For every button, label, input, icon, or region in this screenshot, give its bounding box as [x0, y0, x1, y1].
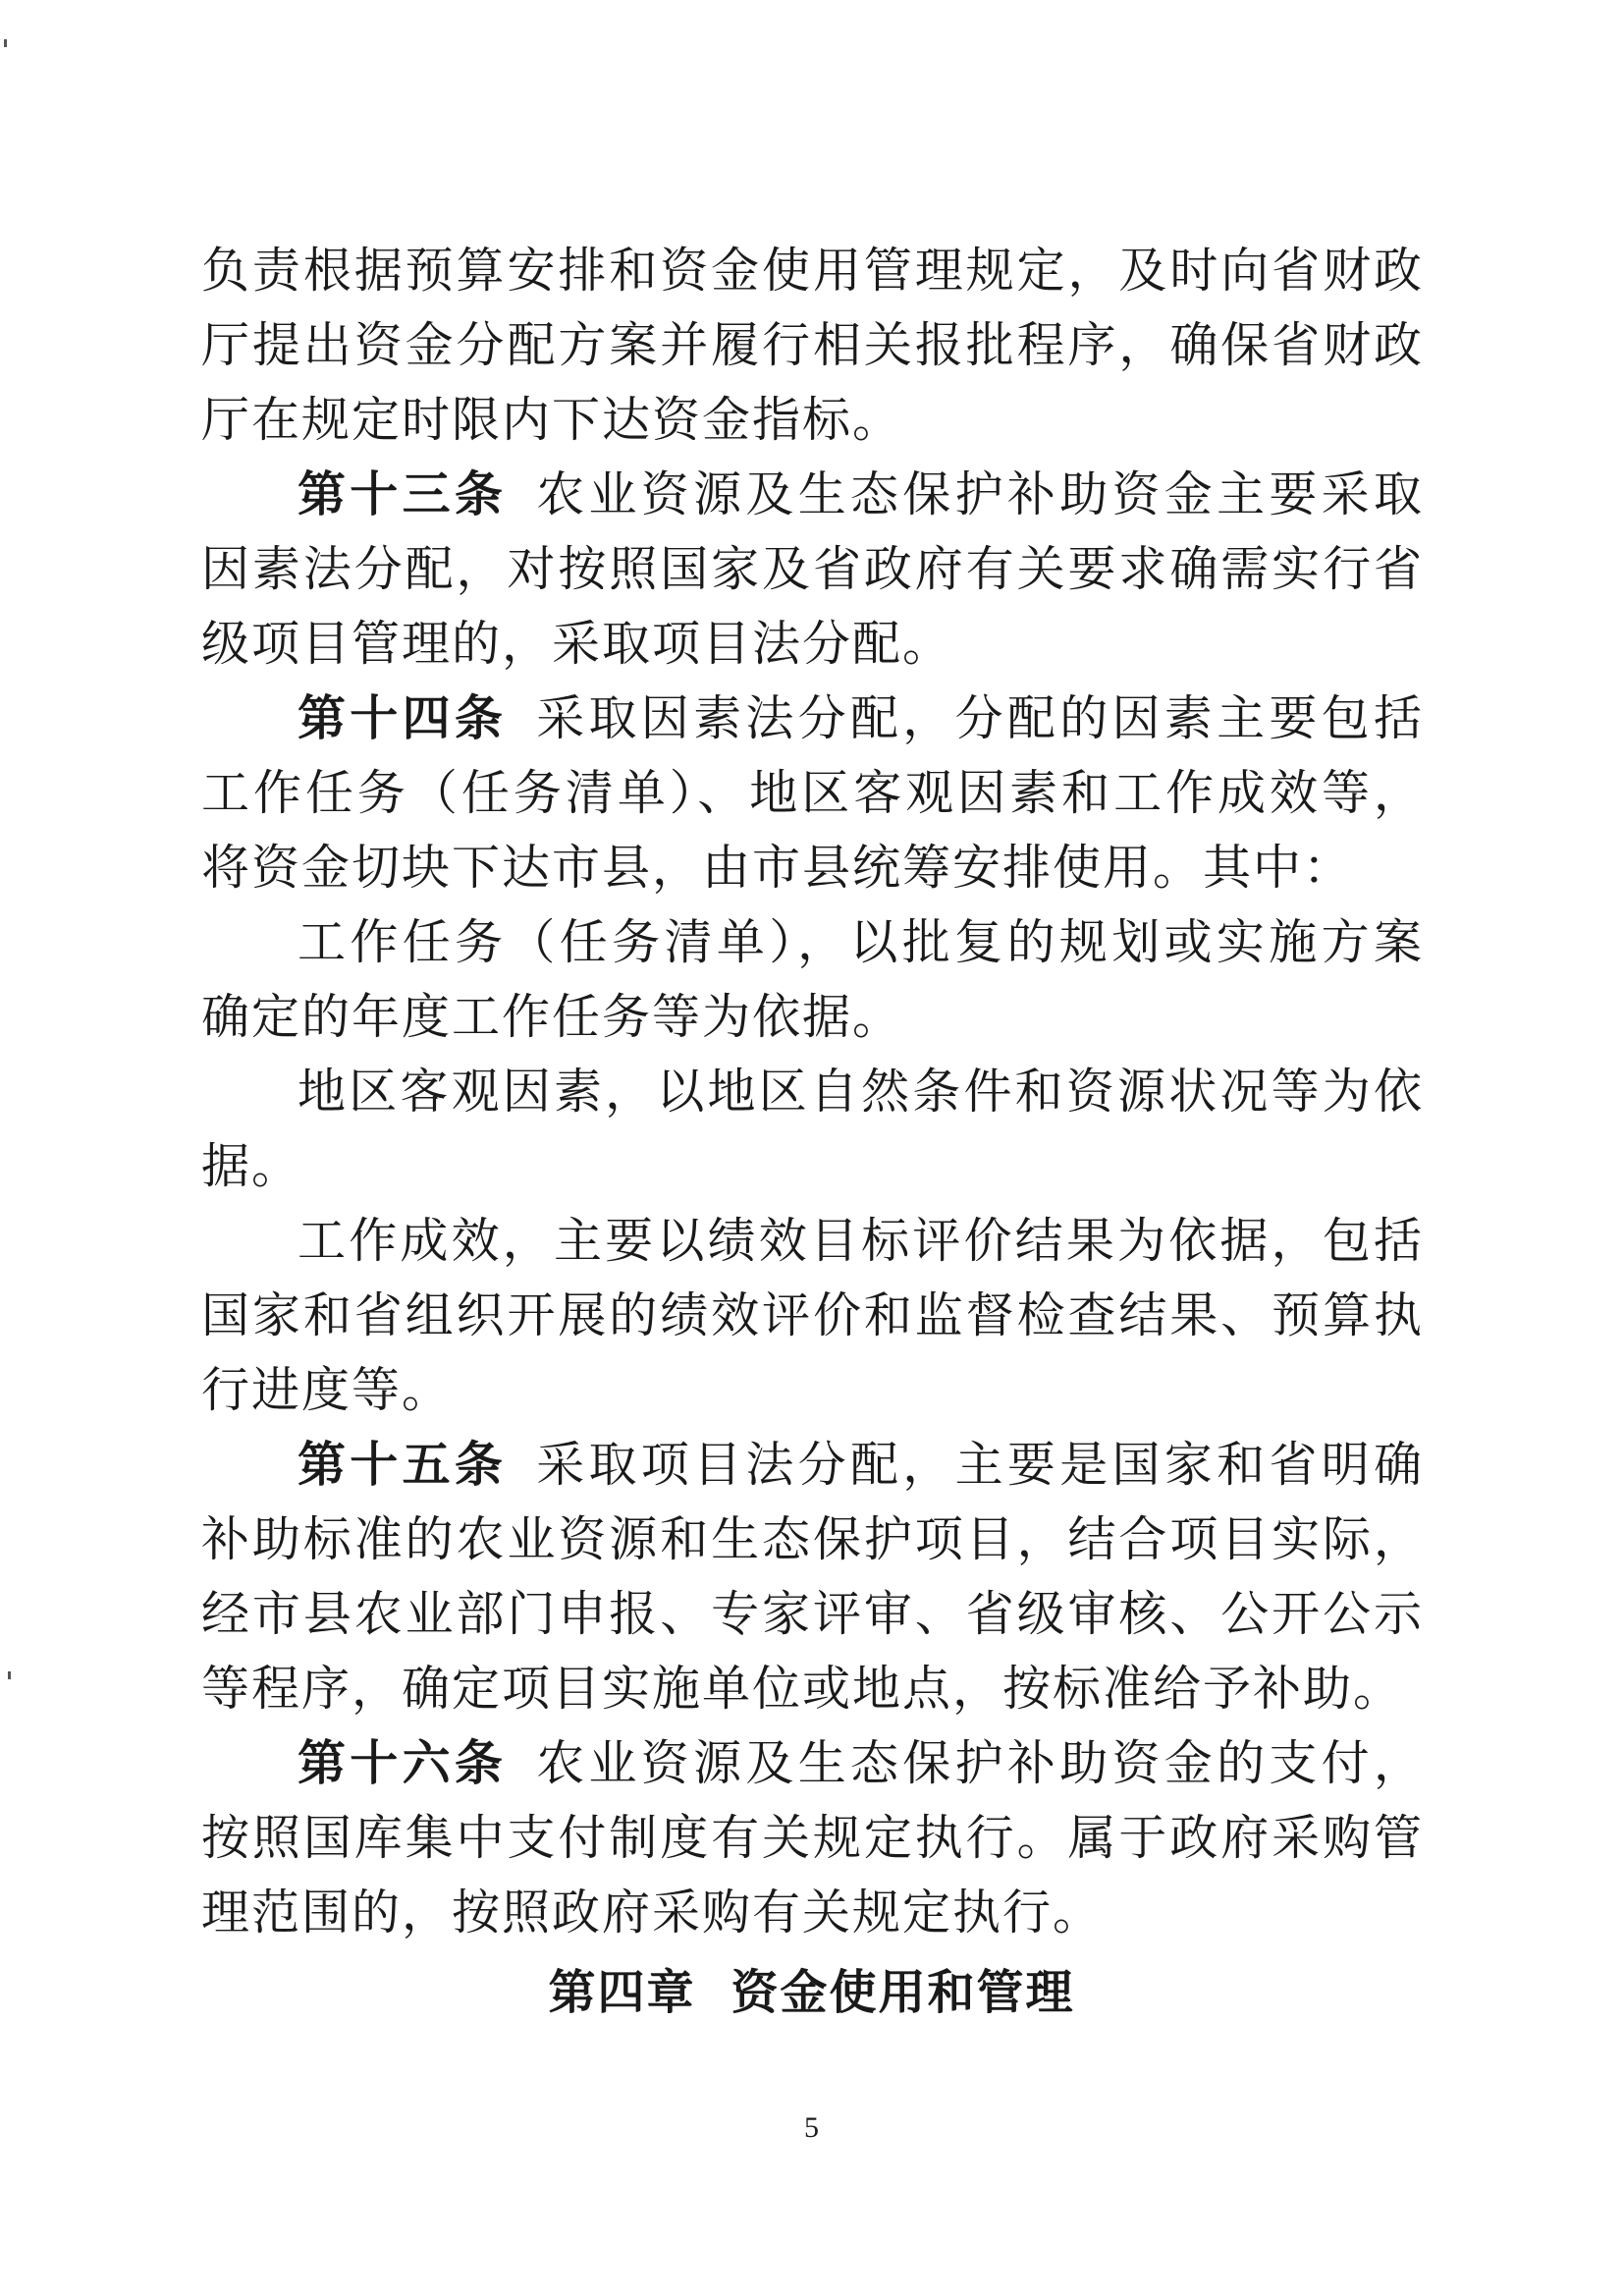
article-15: [201, 1428, 1424, 1726]
paragraph-text: 地区客观因素，以地区自然条件和资源状况等为依据。: [201, 1064, 1424, 1194]
paragraph-text: 采取因素法分配，分配的因素主要包括工作任务（任务清单）、地区客观因素和工作成效等，将资金切块下达市县，由市县统筹安排使用。其中：: [201, 690, 1424, 896]
chapter-heading: [0, 1954, 1623, 2022]
page-number: 5: [804, 2111, 819, 2144]
chapter-number: 第四章: [548, 1965, 696, 2020]
factor-work-tasks: [201, 905, 1424, 1055]
scan-mark: [4, 39, 7, 47]
body-text: [201, 234, 1424, 1950]
article-label: 第十四条: [298, 690, 508, 746]
factor-regional: [201, 1055, 1424, 1204]
article-13: [201, 458, 1424, 682]
paragraph-text: 工作任务（任务清单），以批复的规划或实施方案确定的年度工作任务等为依据。: [201, 914, 1424, 1045]
paragraph-text: 负责根据预算安排和资金使用管理规定，及时向省财政厅提出资金分配方案并履行相关报批程序，确保省财政厅在规定时限内下达资金指标。: [201, 243, 1424, 448]
article-label: 第十五条: [298, 1437, 508, 1493]
paragraph-text: 农业资源及生态保护补助资金的支付，按照国库集中支付制度有关规定执行。属于政府采购管理范围的，按照政府采购有关规定执行。: [201, 1735, 1424, 1941]
article-label: 第十三条: [298, 466, 508, 522]
paragraph-text: 农业资源及生态保护补助资金主要采取因素法分配，对按照国家及省政府有关要求确需实行省级项目管理的，采取项目法分配。: [201, 466, 1424, 672]
chapter-title: 资金使用和管理: [730, 1965, 1075, 2020]
article-label: 第十六条: [298, 1735, 508, 1791]
factor-performance: [201, 1204, 1424, 1428]
paragraph-continuation: [201, 234, 1424, 458]
paragraph-text: 工作成效，主要以绩效目标评价结果为依据，包括国家和省组织开展的绩效评价和监督检查结果、预算执行进度等。: [201, 1213, 1424, 1418]
article-16: [201, 1726, 1424, 1950]
article-14: [201, 682, 1424, 905]
scan-mark: [8, 1671, 11, 1679]
paragraph-text: 采取项目法分配，主要是国家和省明确补助标准的农业资源和生态保护项目，结合项目实际，经市县农业部门申报、专家评审、省级审核、公开公示等程序，确定项目实施单位或地点，按标准给予补助。: [201, 1437, 1424, 1717]
